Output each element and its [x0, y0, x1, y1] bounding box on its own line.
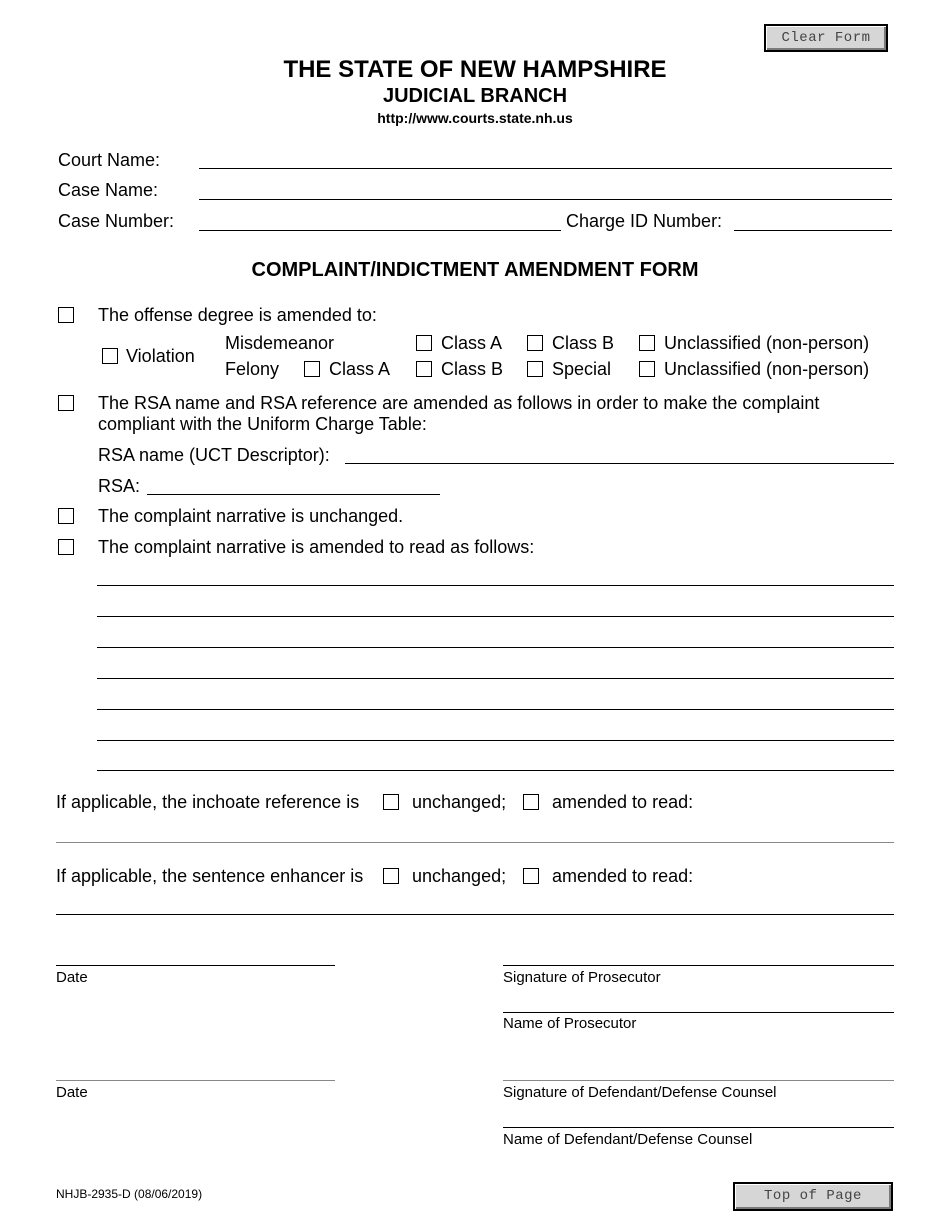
inchoate-unchanged-checkbox[interactable] [383, 794, 399, 810]
top-of-page-button[interactable]: Top of Page [733, 1182, 893, 1211]
enhancer-amended-label: amended to read: [552, 866, 694, 886]
fel-unclassified-label: Unclassified (non-person) [664, 359, 870, 379]
header-branch: JUDICIAL BRANCH [382, 85, 568, 107]
inchoate-amended-field[interactable] [56, 842, 894, 843]
defendant-name-label: Name of Defendant/Defense Counsel [503, 1131, 753, 1148]
date-2-label: Date [56, 1084, 88, 1101]
enhancer-amended-field[interactable] [56, 914, 894, 915]
case-number-label: Case Number: [58, 211, 175, 231]
header-state: THE STATE OF NEW HAMPSHIRE [283, 56, 667, 83]
date-1-label: Date [56, 969, 88, 986]
case-number-field[interactable] [199, 230, 561, 231]
inchoate-amended-checkbox[interactable] [523, 794, 539, 810]
form-id: NHJB-2935-D (08/06/2019) [56, 1187, 203, 1201]
narrative-line-2[interactable] [97, 616, 894, 617]
rsa-amended-label-line2: compliant with the Uniform Charge Table: [98, 414, 427, 434]
court-name-field[interactable] [199, 168, 892, 169]
fel-unclassified-checkbox[interactable] [639, 361, 655, 377]
narrative-unchanged-checkbox[interactable] [58, 508, 74, 524]
inchoate-label: If applicable, the inchoate reference is [56, 792, 360, 812]
charge-id-label: Charge ID Number: [566, 211, 723, 231]
narrative-amended-checkbox[interactable] [58, 539, 74, 555]
misdemeanor-label: Misdemeanor [225, 333, 335, 353]
rsa-field[interactable] [147, 494, 440, 495]
rsa-amended-checkbox[interactable] [58, 395, 74, 411]
defendant-name-field[interactable] [503, 1127, 894, 1128]
misd-class-a-checkbox[interactable] [416, 335, 432, 351]
violation-label: Violation [126, 346, 195, 366]
prosecutor-signature-label: Signature of Prosecutor [503, 969, 661, 986]
fel-special-checkbox[interactable] [527, 361, 543, 377]
narrative-line-4[interactable] [97, 678, 894, 679]
fel-class-a-checkbox[interactable] [304, 361, 320, 377]
prosecutor-signature-field[interactable] [503, 965, 894, 966]
charge-id-field[interactable] [734, 230, 892, 231]
offense-degree-label: The offense degree is amended to: [98, 305, 377, 325]
prosecutor-name-field[interactable] [503, 1012, 894, 1013]
form-title: COMPLAINT/INDICTMENT AMENDMENT FORM [251, 259, 699, 281]
narrative-line-1[interactable] [97, 585, 894, 586]
narrative-unchanged-label: The complaint narrative is unchanged. [98, 506, 404, 526]
misd-unclassified-label: Unclassified (non-person) [664, 333, 870, 353]
narrative-amended-label: The complaint narrative is amended to read as follows: [98, 537, 535, 557]
enhancer-unchanged-checkbox[interactable] [383, 868, 399, 884]
defendant-signature-label: Signature of Defendant/Defense Counsel [503, 1084, 777, 1101]
rsa-name-field[interactable] [345, 463, 894, 464]
narrative-line-5[interactable] [97, 709, 894, 710]
date-2-field[interactable] [56, 1080, 335, 1081]
narrative-line-6[interactable] [97, 740, 894, 741]
rsa-label: RSA: [98, 476, 141, 496]
rsa-amended-label-line1: The RSA name and RSA reference are amended as follows in order to make the complaint [98, 393, 820, 413]
case-name-label: Case Name: [58, 180, 159, 200]
clear-form-button[interactable]: Clear Form [764, 24, 888, 52]
enhancer-label: If applicable, the sentence enhancer is [56, 866, 364, 886]
narrative-line-7[interactable] [97, 770, 894, 771]
fel-class-a-label: Class A [329, 359, 391, 379]
narrative-line-3[interactable] [97, 647, 894, 648]
misd-class-a-label: Class A [441, 333, 503, 353]
fel-class-b-checkbox[interactable] [416, 361, 432, 377]
fel-special-label: Special [552, 359, 612, 379]
inchoate-amended-label: amended to read: [552, 792, 694, 812]
enhancer-unchanged-label: unchanged; [412, 866, 507, 886]
date-1-field[interactable] [56, 965, 335, 966]
case-name-field[interactable] [199, 199, 892, 200]
misd-class-b-label: Class B [552, 333, 615, 353]
defendant-signature-field[interactable] [503, 1080, 894, 1081]
enhancer-amended-checkbox[interactable] [523, 868, 539, 884]
inchoate-unchanged-label: unchanged; [412, 792, 507, 812]
fel-class-b-label: Class B [441, 359, 504, 379]
misd-unclassified-checkbox[interactable] [639, 335, 655, 351]
court-name-label: Court Name: [58, 150, 161, 170]
felony-label: Felony [225, 359, 280, 379]
header-url: http://www.courts.state.nh.us [377, 110, 573, 126]
misd-class-b-checkbox[interactable] [527, 335, 543, 351]
prosecutor-name-label: Name of Prosecutor [503, 1015, 637, 1032]
rsa-name-label: RSA name (UCT Descriptor): [98, 445, 330, 465]
offense-degree-checkbox[interactable] [58, 307, 74, 323]
violation-checkbox[interactable] [102, 348, 118, 364]
